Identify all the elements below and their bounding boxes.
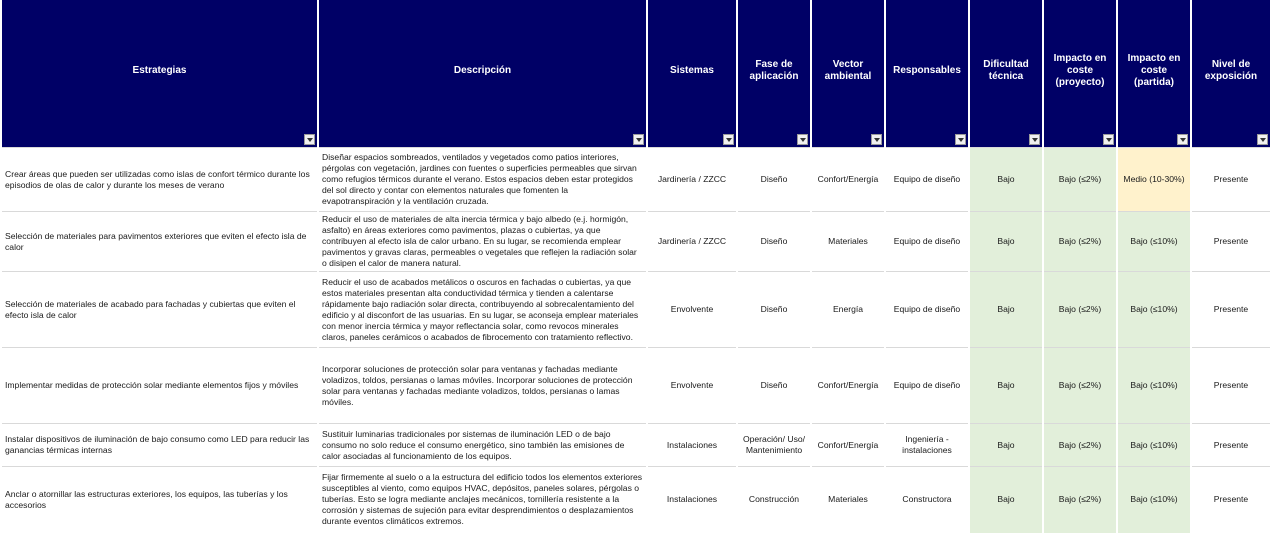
table-row xyxy=(1,467,1270,533)
table-row xyxy=(1,148,1270,212)
cell-impacto-proyecto[interactable]: Bajo (≤2%) xyxy=(1043,424,1117,467)
cell-dificultad[interactable]: Bajo xyxy=(969,467,1043,533)
header-descripcion xyxy=(318,0,647,148)
header-estrategias xyxy=(1,0,318,148)
cell-descripcion[interactable]: Reducir el uso de acabados metálicos o oscuros en fachadas o cubiertas, ya que estos materiales presentan alta conductividad térmica y tienden a calentarse rápidamente bajo radiación solar directa, contribuyendo al sobrecalentamiento del edificio y al disconfort de las usuarias. En su lugar, se aconseja emplear materiales con menor inercia térmica y mayor reflectancia solar, como revocos minerales claros, paneles cerámicos o acabados de fibrocemento con tratamiento reflectivo. xyxy=(318,272,647,348)
cell-nivel[interactable]: Presente xyxy=(1191,467,1270,533)
cell-responsables[interactable]: Ingeniería - instalaciones xyxy=(885,424,969,467)
header-fase xyxy=(737,0,811,148)
cell-fase[interactable]: Construcción xyxy=(737,467,811,533)
cell-dificultad[interactable]: Bajo xyxy=(969,272,1043,348)
cell-vector[interactable]: Confort/Energía xyxy=(811,148,885,212)
header-impacto-proyecto xyxy=(1043,0,1117,148)
cell-dificultad[interactable]: Bajo xyxy=(969,212,1043,272)
cell-estrategia[interactable]: Anclar o atornillar las estructuras exteriores, los equipos, las tuberías y los accesorios xyxy=(1,467,318,533)
cell-vector[interactable]: Materiales xyxy=(811,212,885,272)
cell-estrategia[interactable]: Instalar dispositivos de iluminación de bajo consumo como LED para reducir las ganancias térmicas internas xyxy=(1,424,318,467)
cell-sistemas[interactable]: Instalaciones xyxy=(647,424,737,467)
cell-impacto-proyecto[interactable]: Bajo (≤2%) xyxy=(1043,212,1117,272)
cell-nivel[interactable]: Presente xyxy=(1191,424,1270,467)
header-responsables xyxy=(885,0,969,148)
cell-impacto-partida[interactable]: Bajo (≤10%) xyxy=(1117,467,1191,533)
cell-sistemas[interactable]: Jardinería / ZZCC xyxy=(647,148,737,212)
cell-fase[interactable]: Diseño xyxy=(737,272,811,348)
cell-estrategia[interactable]: Implementar medidas de protección solar mediante elementos fijos y móviles xyxy=(1,348,318,424)
filter-dropdown-icon[interactable] xyxy=(1177,134,1188,145)
header-nivel xyxy=(1191,0,1270,148)
cell-impacto-partida[interactable]: Bajo (≤10%) xyxy=(1117,272,1191,348)
filter-dropdown-icon[interactable] xyxy=(633,134,644,145)
cell-responsables[interactable]: Equipo de diseño xyxy=(885,212,969,272)
cell-impacto-proyecto[interactable]: Bajo (≤2%) xyxy=(1043,467,1117,533)
cell-impacto-partida[interactable]: Medio (10-30%) xyxy=(1117,148,1191,212)
cell-responsables[interactable]: Equipo de diseño xyxy=(885,348,969,424)
header-descripcion-label: Descripción xyxy=(453,64,512,76)
header-sistemas-label: Sistemas xyxy=(670,64,714,76)
cell-nivel[interactable]: Presente xyxy=(1191,148,1270,212)
header-nivel-label: Nivel de exposición xyxy=(1204,58,1258,82)
cell-sistemas[interactable]: Instalaciones xyxy=(647,467,737,533)
header-fase-label: Fase de aplicación xyxy=(749,58,799,82)
header-sistemas xyxy=(647,0,737,148)
cell-fase[interactable]: Operación/ Uso/ Mantenimiento xyxy=(737,424,811,467)
table-row xyxy=(1,272,1270,348)
filter-dropdown-icon[interactable] xyxy=(1257,134,1268,145)
filter-dropdown-icon[interactable] xyxy=(1103,134,1114,145)
cell-sistemas[interactable]: Envolvente xyxy=(647,348,737,424)
cell-nivel[interactable]: Presente xyxy=(1191,348,1270,424)
filter-dropdown-icon[interactable] xyxy=(797,134,808,145)
filter-dropdown-icon[interactable] xyxy=(723,134,734,145)
cell-impacto-proyecto[interactable]: Bajo (≤2%) xyxy=(1043,148,1117,212)
cell-impacto-partida[interactable]: Bajo (≤10%) xyxy=(1117,212,1191,272)
cell-impacto-proyecto[interactable]: Bajo (≤2%) xyxy=(1043,348,1117,424)
cell-fase[interactable]: Diseño xyxy=(737,212,811,272)
cell-nivel[interactable]: Presente xyxy=(1191,272,1270,348)
cell-vector[interactable]: Confort/Energía xyxy=(811,348,885,424)
cell-descripcion[interactable]: Incorporar soluciones de protección solar para ventanas y fachadas mediante voladizos, toldos, persianas o lamas móviles. Incorporar soluciones de protección solar para ventanas y fachadas mediante voladizos, toldos, persianas o lamas móviles. xyxy=(318,348,647,424)
cell-fase[interactable]: Diseño xyxy=(737,348,811,424)
cell-descripcion[interactable]: Diseñar espacios sombreados, ventilados y vegetados como patios interiores, pérgolas con vegetación, jardines con fuentes o superficies permeables que sirvan como refugios térmicos durante el verano. Estos espacios deben estar protegidos del sol directo y contar con elementos naturales que fomenten la evapotranspiración y la ventilación cruzada. xyxy=(318,148,647,212)
header-impacto-partida-label: Impacto en coste (partida) xyxy=(1127,52,1181,88)
cell-dificultad[interactable]: Bajo xyxy=(969,148,1043,212)
header-vector-label: Vector ambiental xyxy=(824,58,872,82)
filter-dropdown-icon[interactable] xyxy=(955,134,966,145)
cell-responsables[interactable]: Equipo de diseño xyxy=(885,148,969,212)
cell-responsables[interactable]: Constructora xyxy=(885,467,969,533)
cell-sistemas[interactable]: Jardinería / ZZCC xyxy=(647,212,737,272)
cell-responsables[interactable]: Equipo de diseño xyxy=(885,272,969,348)
cell-descripcion[interactable]: Fijar firmemente al suelo o a la estructura del edificio todos los elementos exteriores susceptibles al viento, como equipos HVAC, depósitos, paneles solares, pérgolas o tuberías. Esto se logra mediante anclajes mecánicos, tornillería resistente a la corrosión y sistemas de sujeción para evitar desprendimientos o desplazamientos durante eventos climáticos extremos. xyxy=(318,467,647,533)
header-estrategias-label: Estrategias xyxy=(132,64,187,76)
cell-dificultad[interactable]: Bajo xyxy=(969,348,1043,424)
header-responsables-label: Responsables xyxy=(893,64,961,76)
header-impacto-partida xyxy=(1117,0,1191,148)
cell-vector[interactable]: Energía xyxy=(811,272,885,348)
cell-nivel[interactable]: Presente xyxy=(1191,212,1270,272)
cell-vector[interactable]: Confort/Energía xyxy=(811,424,885,467)
cell-descripcion[interactable]: Sustituir luminarias tradicionales por sistemas de iluminación LED o de bajo consumo no solo reduce el consumo energético, sino también las emisiones de calor asociadas al funcionamiento de los equipos. xyxy=(318,424,647,467)
header-row xyxy=(1,0,1270,148)
cell-estrategia[interactable]: Selección de materiales de acabado para fachadas y cubiertas que eviten el efecto isla de calor xyxy=(1,272,318,348)
cell-estrategia[interactable]: Selección de materiales para pavimentos exteriores que eviten el efecto isla de calor xyxy=(1,212,318,272)
cell-fase[interactable]: Diseño xyxy=(737,148,811,212)
cell-estrategia[interactable]: Crear áreas que pueden ser utilizadas como islas de confort térmico durante los episodios de olas de calor y durante los meses de verano xyxy=(1,148,318,212)
header-dificultad xyxy=(969,0,1043,148)
filter-dropdown-icon[interactable] xyxy=(1029,134,1040,145)
header-dificultad-label: Dificultad técnica xyxy=(983,58,1029,82)
cell-vector[interactable]: Materiales xyxy=(811,467,885,533)
header-impacto-proyecto-label: Impacto en coste (proyecto) xyxy=(1053,52,1107,88)
cell-impacto-partida[interactable]: Bajo (≤10%) xyxy=(1117,424,1191,467)
cell-sistemas[interactable]: Envolvente xyxy=(647,272,737,348)
cell-dificultad[interactable]: Bajo xyxy=(969,424,1043,467)
header-vector xyxy=(811,0,885,148)
filter-dropdown-icon[interactable] xyxy=(304,134,315,145)
table-row xyxy=(1,212,1270,272)
table-row xyxy=(1,424,1270,467)
table-row xyxy=(1,348,1270,424)
cell-descripcion[interactable]: Reducir el uso de materiales de alta inercia térmica y bajo albedo (e.j. hormigón, asfalto) en áreas exteriores como pavimentos, plazas o cubiertas, ya que contribuyen al efecto isla de calor urbano. En su lugar, se recomienda emplear pavimentos y gravas claras, permeables o vegetales que reflejen la radiación solar o disipen el calor de manera natural. xyxy=(318,212,647,272)
cell-impacto-partida[interactable]: Bajo (≤10%) xyxy=(1117,348,1191,424)
filter-dropdown-icon[interactable] xyxy=(871,134,882,145)
cell-impacto-proyecto[interactable]: Bajo (≤2%) xyxy=(1043,272,1117,348)
